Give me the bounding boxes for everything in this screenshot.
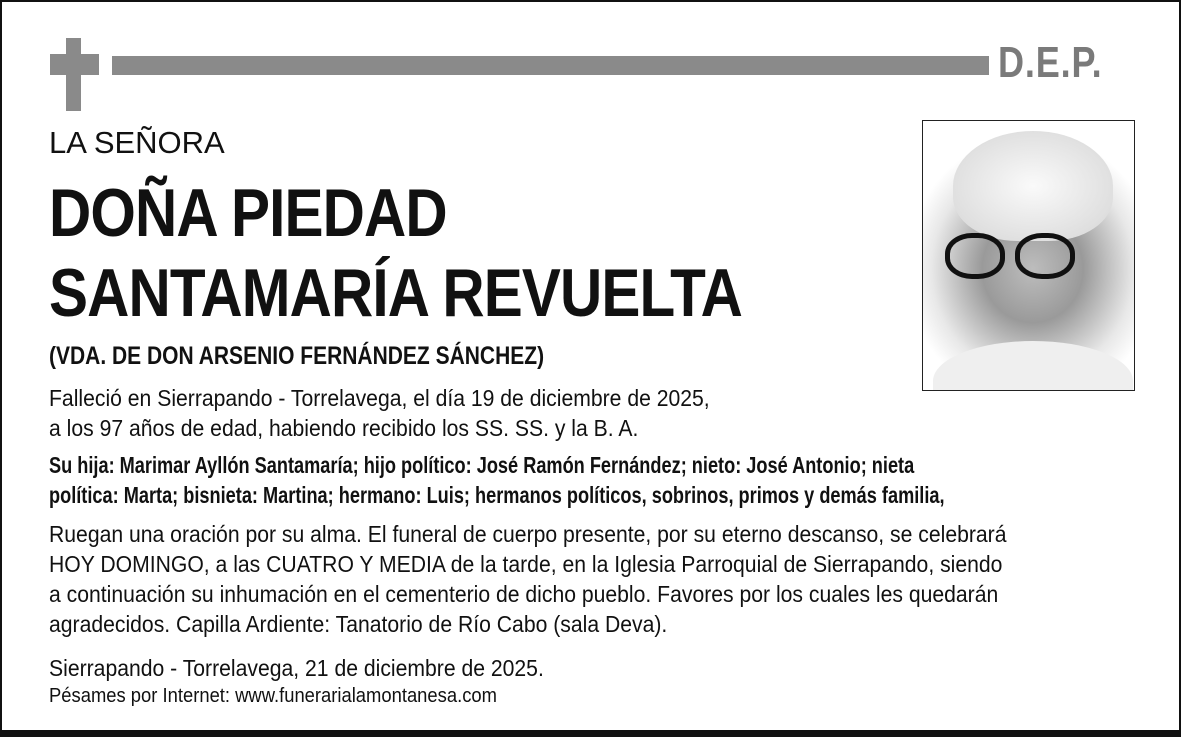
death-notice-line: a los 97 años de edad, habiendo recibido los SS. SS. y la B. A. [49, 415, 639, 441]
family-line: Su hija: Marimar Ayllón Santamaría; hijo político: José Ramón Fernández; nieto: José Antonio; nieta [49, 452, 915, 478]
widow-of: (VDA. DE DON ARSENIO FERNÁNDEZ SÁNCHEZ) [49, 342, 545, 370]
photo-glasses-left [945, 233, 1005, 279]
deceased-photo [922, 120, 1135, 391]
place-date: Sierrapando - Torrelavega, 21 de diciembre de 2025. [49, 655, 544, 681]
condolences-link[interactable]: Pésames por Internet: www.funerarialamontanesa.com [49, 685, 497, 707]
deceased-name-line2: SANTAMARÍA REVUELTA [49, 255, 742, 331]
header-rule [112, 56, 989, 75]
bottom-border [2, 730, 1179, 737]
family-line: política: Marta; bisnieta: Martina; hermano: Luis; hermanos políticos, sobrinos, primos y demás familia, [49, 482, 945, 508]
photo-hair [953, 131, 1113, 241]
deceased-name-line1: DOÑA PIEDAD [49, 175, 447, 251]
photo-shoulders [933, 341, 1133, 391]
death-notice-line: Falleció en Sierrapando - Torrelavega, el día 19 de diciembre de 2025, [49, 385, 710, 411]
intro-label: LA SEÑORA [49, 125, 225, 160]
funeral-line: Ruegan una oración por su alma. El funeral de cuerpo presente, por su eterno descanso, se celebrará [49, 521, 1007, 547]
funeral-line: agradecidos. Capilla Ardiente: Tanatorio de Río Cabo (sala Deva). [49, 611, 668, 637]
photo-glasses-right [1015, 233, 1075, 279]
funeral-line: HOY DOMINGO, a las CUATRO Y MEDIA de la tarde, en la Iglesia Parroquial de Sierrapando, siendo [49, 551, 1003, 577]
dep-label: D.E.P. [998, 38, 1103, 87]
cross-icon-bar [50, 54, 99, 75]
funeral-line: a continuación su inhumación en el cementerio de dicho pueblo. Favores por los cuales les quedarán [49, 581, 999, 607]
